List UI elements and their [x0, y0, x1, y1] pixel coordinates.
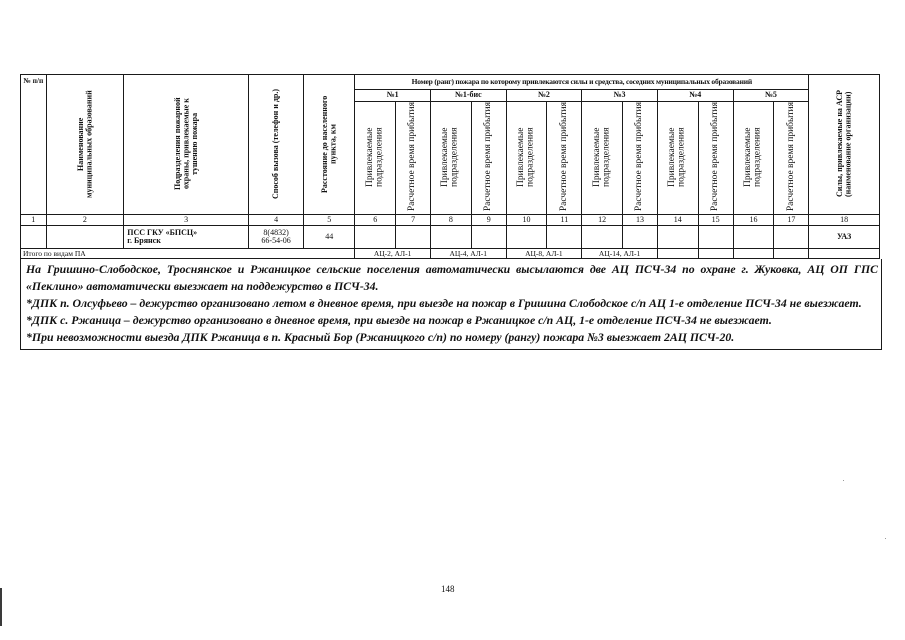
totals-rank-3: АЦ-14, АЛ-1: [582, 249, 658, 259]
sub-time-text: Расчетное время прибытия: [785, 102, 796, 212]
cell-empty: [657, 249, 698, 259]
cell-empty: [774, 249, 809, 259]
scan-speck: [885, 538, 886, 539]
col-number: 8: [430, 215, 471, 226]
header-rank-3: [582, 90, 658, 102]
cell-empty: [430, 226, 471, 249]
header-call-method: [248, 75, 303, 215]
header-rank-5-text: №5: [764, 90, 777, 100]
header-rank-2: [506, 90, 582, 102]
totals-row: [21, 249, 880, 259]
note-paragraph: На Гришино-Слободское, Трoснянское и Ржаницкое сельские поселения автоматически высылаются две АЦ ПСЧ-34 по охране г. Жуковка, АЦ ОП ГПС «Пеклино» автоматически выезжает на поддежурство в ПСЧ-34.: [26, 262, 878, 294]
scan-speck: [843, 480, 844, 481]
col-number: 10: [506, 215, 547, 226]
header-sub-time-2: [547, 102, 582, 215]
unit-city: г. Брянск: [127, 236, 161, 246]
cell-phone: [248, 226, 303, 249]
cell-empty: [547, 226, 582, 249]
totals-rank-1bis: АЦ-4, АЛ-1: [430, 249, 506, 259]
header-rank-group-text: Номер (ранг) пожара по которому привлекаются силы и средства, соседних муниципальных образований: [411, 77, 752, 87]
cell-empty: [623, 226, 658, 249]
sub-time-text: Расчетное время прибытия: [482, 102, 493, 212]
header-subdivision-text: Подразделения пожарной охраны, привлекаемые к тушению пожара: [172, 97, 199, 190]
sub-time-text: Расчетное время прибытия: [709, 102, 720, 212]
col-number: 3: [124, 215, 249, 226]
header-rank-1: [355, 90, 431, 102]
col-number: 9: [471, 215, 506, 226]
header-rank-group: [355, 75, 809, 90]
cell-empty: [582, 226, 623, 249]
col-number: 14: [657, 215, 698, 226]
page-number: 148: [441, 584, 455, 594]
header-sub-time-1: [396, 102, 431, 215]
header-sub-time-1bis: [471, 102, 506, 215]
header-sub-time-4: [698, 102, 733, 215]
cell-empty: [698, 249, 733, 259]
cell-empty: [733, 249, 774, 259]
header-subdivision: [124, 75, 249, 215]
header-call-method-text: Способ вызова (телефон и др.): [270, 88, 280, 199]
cell-asr: УАЗ: [809, 226, 880, 249]
table-row: [21, 226, 880, 249]
col-number: 2: [46, 215, 124, 226]
header-num: [21, 75, 47, 215]
header-rank-1bis: [430, 90, 506, 102]
header-sub-time-3: [623, 102, 658, 215]
notes-block: [20, 259, 882, 350]
col-number: 13: [623, 215, 658, 226]
note-paragraph: *ДПК с. Ржаница – дежурство организовано в дневное время, при выезде на пожар в Ржаницкое с/п АЦ, 1-е отделение ПСЧ-34 не выезжает.: [26, 313, 772, 328]
cell-empty: [774, 226, 809, 249]
header-distance-text: Расстояние до населенного пункта, км: [319, 94, 338, 193]
cell-empty: [355, 226, 396, 249]
fire-response-table: [20, 74, 880, 259]
fire-response-table-sheet: [20, 74, 880, 350]
cell-distance: 44: [304, 226, 355, 249]
col-number: 7: [396, 215, 431, 226]
column-numbers-row: [21, 215, 880, 226]
header-sub-attracted-1bis: [430, 102, 471, 215]
sub-attracted-text: Привлекаемые подразделения: [440, 127, 460, 187]
col-number: 18: [809, 215, 880, 226]
cell-empty: [657, 226, 698, 249]
header-sub-attracted-2: [506, 102, 547, 215]
col-number: 6: [355, 215, 396, 226]
totals-label: Итого по видам ПА: [21, 249, 355, 259]
note-paragraph: *При невозможности выезда ДПК Ржаница в п. Красный Бор (Ржаницкого с/п) по номеру (рангу) пожара №3 выезжает 2АЦ ПСЧ-20.: [26, 330, 735, 345]
col-number: 12: [582, 215, 623, 226]
header-sub-attracted-3: [582, 102, 623, 215]
col-number: 1: [21, 215, 47, 226]
col-number: 5: [304, 215, 355, 226]
col-number: 16: [733, 215, 774, 226]
col-number: 11: [547, 215, 582, 226]
scan-edge-mark: [0, 588, 2, 626]
sub-time-text: Расчетное время прибытия: [558, 102, 569, 212]
sub-time-text: Расчетное время прибытия: [634, 102, 645, 212]
phone-number: 66-54-06: [261, 236, 291, 246]
header-rank-1-text: №1: [386, 90, 399, 100]
header-municipal: [46, 75, 124, 215]
col-number: 4: [248, 215, 303, 226]
header-municipal-text: Наименование муниципальных образований: [75, 89, 93, 198]
totals-rank-2: АЦ-8, АЛ-1: [506, 249, 582, 259]
header-distance: [304, 75, 355, 215]
cell-num: [21, 226, 47, 249]
sub-attracted-text: Привлекаемые подразделения: [516, 127, 536, 187]
cell-empty: [698, 226, 733, 249]
cell-empty: [396, 226, 431, 249]
totals-rank-1: АЦ-2, АЛ-1: [355, 249, 431, 259]
sub-attracted-text: Привлекаемые подразделения: [667, 127, 687, 187]
cell-unit: [124, 226, 249, 249]
header-sub-attracted-1: [355, 102, 396, 215]
header-rank-3-text: №3: [613, 90, 626, 100]
sub-time-text: Расчетное время прибытия: [407, 102, 418, 212]
cell-empty: [809, 249, 880, 259]
header-sub-time-5: [774, 102, 809, 215]
header-rank-4-text: №4: [689, 90, 702, 100]
cell-municipal: [46, 226, 124, 249]
sub-attracted-text: Привлекаемые подразделения: [742, 127, 763, 187]
header-rank-1bis-text: №1-бис: [454, 90, 482, 100]
cell-empty: [471, 226, 506, 249]
sub-attracted-text: Привлекаемые подразделения: [364, 127, 385, 187]
col-number: 15: [698, 215, 733, 226]
unit-name: ПСС ГКУ «БПСЦ»: [127, 228, 198, 237]
phone-code: 8(4832): [263, 228, 289, 237]
header-sub-attracted-5: [733, 102, 774, 215]
header-rank-4: [657, 90, 733, 102]
header-rank-2-text: №2: [537, 90, 550, 100]
header-asr: [809, 75, 880, 215]
cell-empty: [733, 226, 774, 249]
col-number: 17: [774, 215, 809, 226]
note-paragraph: *ДПК п. Олсуфьево – дежурство организовано летом в дневное время, при выезде на пожар в Гришина Слободское с/п АЦ 1-е отделение ПСЧ-34 не выезжает.: [26, 296, 862, 311]
header-sub-attracted-4: [657, 102, 698, 215]
sub-attracted-text: Привлекаемые подразделения: [591, 127, 612, 187]
header-asr-text: Силы, привлекаемые на АСР (наименование организации): [834, 90, 853, 197]
cell-empty: [506, 226, 547, 249]
header-rank-5: [733, 90, 809, 102]
header-num-text: № п/п: [23, 76, 44, 85]
